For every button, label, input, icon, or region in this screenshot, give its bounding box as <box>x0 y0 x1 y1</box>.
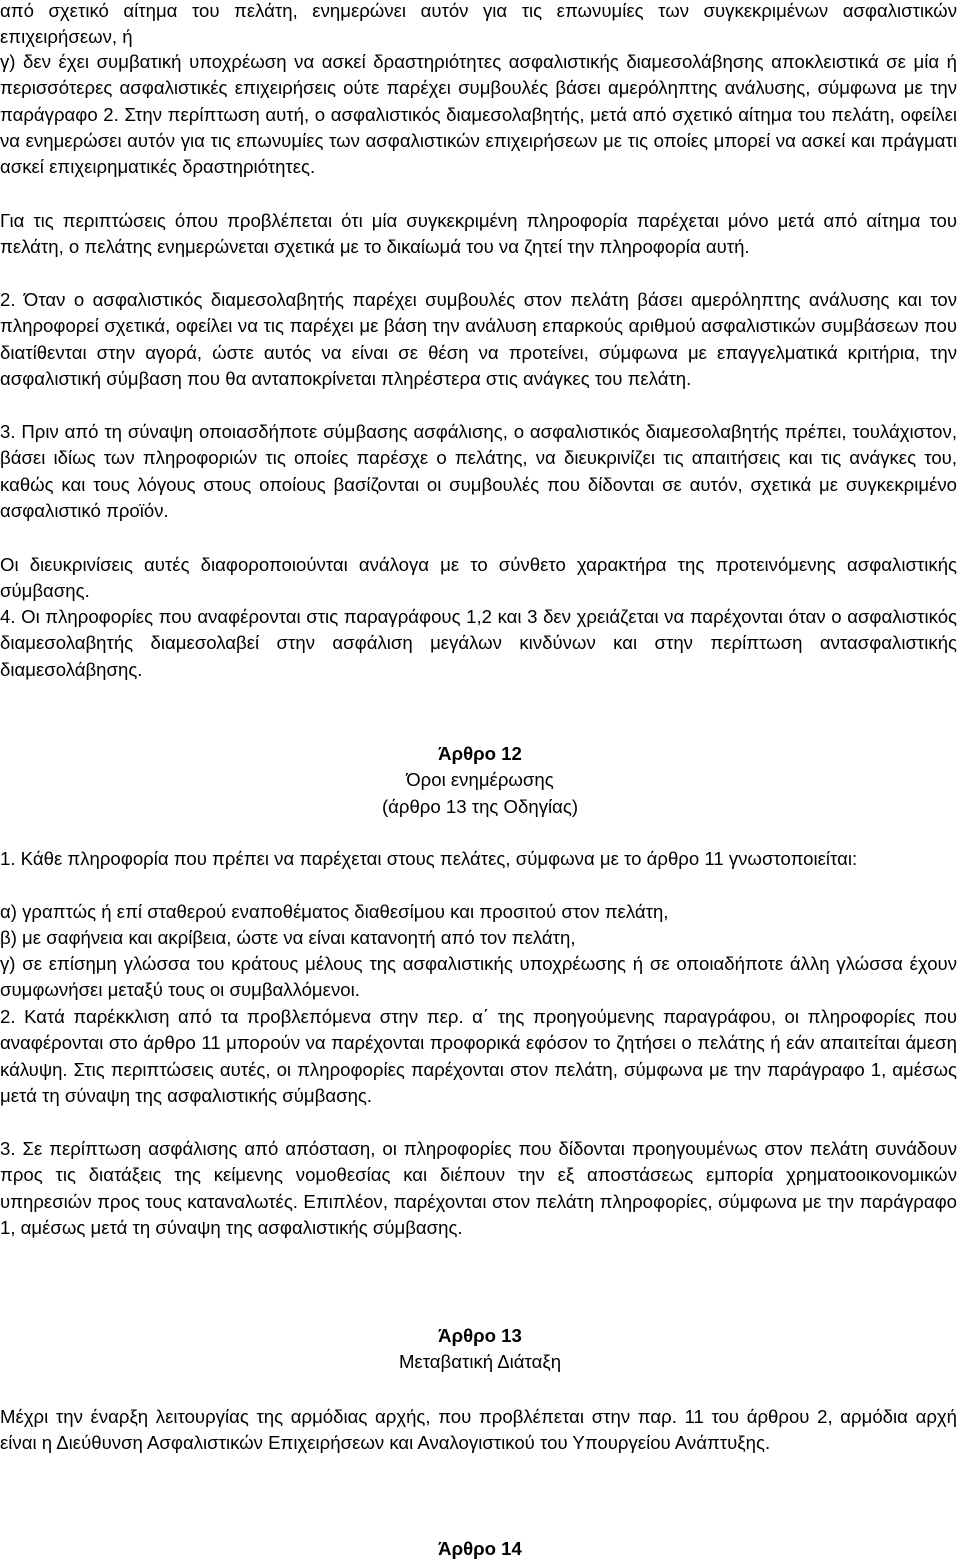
paragraph-on-request: Για τις περιπτώσεις όπου προβλέπεται ότι μία συγκεκριμένη πληροφορία παρέχεται μόνο μετά από αίτημα του πελάτη, ο πελάτης ενημερώνεται σχετικά με το δικαίωμά του να ζητεί την πληροφορία αυτή. <box>0 210 957 258</box>
paragraph-intro: από σχετικό αίτημα του πελάτη, ενημερώνει αυτόν για τις επωνυμίες των συγκεκριμένων ασφαλιστικών επιχειρήσεων, ή <box>0 0 957 48</box>
article-12-paragraph-2: 2. Κατά παρέκκλιση από τα προβλεπόμενα στην περ. α΄ της προηγούμενης παραγράφου, οι πληροφορίες που αναφέρονται στο άρθρο 11 μπορούν να παρέχονται προφορικά εφόσον το ζητήσει ο πελάτης ή εάν απαιτείται άμεση κάλυψη. Στις περιπτώσεις αυτές, οι πληροφορίες παρέχονται στον πελάτη, σύμφωνα με την παράγραφο 1, αμέσως μετά τη σύναψη της ασφαλιστικής σύμβασης. <box>0 1006 957 1106</box>
article-13-heading: Άρθρο 13 <box>438 1325 522 1346</box>
article-12-paragraph-1: 1. Κάθε πληροφορία που πρέπει να παρέχεται στους πελάτες, σύμφωνα με το άρθρο 11 γνωστοποιείται: <box>0 848 858 869</box>
article-12-heading: Άρθρο 12 <box>438 743 522 764</box>
article-12-subtitle: Όροι ενημέρωσης <box>406 769 554 790</box>
paragraph-4: 4. Οι πληροφορίες που αναφέρονται στις παραγράφους 1,2 και 3 δεν χρειάζεται να παρέχονται όταν ο ασφαλιστικός διαμεσολαβητής διαμεσολαβεί στην ασφάλιση μεγάλων κινδύνων και στην περίπτωση αντασφαλιστικής διαμεσολάβησης. <box>0 606 957 680</box>
article-13-subtitle: Μεταβατική Διάταξη <box>398 1351 562 1372</box>
article-12-paragraph-3: 3. Σε περίπτωση ασφάλισης από απόσταση, οι πληροφορίες που δίδονται προηγουμένως στον πελάτη συνάδουν προς τις διατάξεις της κείμενης νομοθεσίας και διέπουν την εξ αποστάσεως εμπορία χρηματοοικονομικών υπηρεσιών προς τους καταναλωτές. Επιπλέον, παρέχονται στον πελάτη πληροφορίες, σύμφωνα με την παράγραφο 1, αμέσως μετά τη σύναψη της ασφαλιστικής σύμβασης. <box>0 1138 957 1238</box>
paragraph-point-c: γ) δεν έχει συμβατική υποχρέωση να ασκεί δραστηριότητες ασφαλιστικής διαμεσολάβησης αποκλειστικά σε μία ή περισσότερες ασφαλιστικές επιχειρήσεις ούτε παρέχει συμβουλές βάσει αμερόληπτης ανάλυσης, σύμφωνα με την παράγραφο 2. Στην περίπτωση αυτή, ο ασφαλιστικός διαμεσολαβητής, μετά από σχετικό αίτημα του πελάτη, οφείλει να ενημερώσει αυτόν για τις επωνυμίες των ασφαλιστικών επιχειρήσεων με τις οποίες μπορεί να ασκεί και πράγματι ασκεί επιχειρηματικές δραστηριότητες. <box>0 51 957 178</box>
paragraph-clarifications: Οι διευκρινίσεις αυτές διαφοροποιούνται ανάλογα με το σύνθετο χαρακτήρα της προτεινόμενης ασφαλιστικής σύμβασης. <box>0 554 957 602</box>
article-12-item-a: α) γραπτώς ή επί σταθερού εναποθέματος διαθεσίμου και προσιτού στον πελάτη, <box>0 901 669 922</box>
article-12-reference: (άρθρο 13 της Οδηγίας) <box>381 796 579 817</box>
paragraph-3: 3. Πριν από τη σύναψη οποιασδήποτε σύμβασης ασφάλισης, ο ασφαλιστικός διαμεσολαβητής πρέπει, τουλάχιστον, βάσει ιδίως των πληροφοριών τις οποίες παρέσχε ο πελάτης, να διευκρινίζει τις απαιτήσεις και τις ανάγκες του, καθώς και τους λόγους στους οποίους βασίζονται οι συμβουλές που δίδονται σε αυτόν, σχετικά με συγκεκριμένο ασφαλιστικό προϊόν. <box>0 421 957 521</box>
article-12-item-b: β) με σαφήνεια και ακρίβεια, ώστε να είναι κατανοητή από τον πελάτη, <box>0 927 576 948</box>
paragraph-2: 2. Όταν ο ασφαλιστικός διαμεσολαβητής παρέχει συμβουλές στον πελάτη βάσει αμερόληπτης ανάλυσης και τον πληροφορεί σχετικά, οφείλει να τις παρέχει με βάση την ανάλυση επαρκούς αριθμού ασφαλιστικών συμβάσεων που διατίθενται στην αγορά, ώστε αυτός να είναι σε θέση να προτείνει, σύμφωνα με επαγγελματικά κριτήρια, την ασφαλιστική σύμβαση που θα ανταποκρίνεται πληρέστερα στις ανάγκες του πελάτη. <box>0 289 957 389</box>
article-12-item-c: γ) σε επίσημη γλώσσα του κράτους μέλους της ασφαλιστικής υποχρέωσης ή σε οποιαδήποτε άλλη γλώσσα έχουν συμφωνήσει μεταξύ τους οι συμβαλλόμενοι. <box>0 953 957 1001</box>
article-14-heading: Άρθρο 14 <box>438 1538 522 1559</box>
article-13-paragraph: Μέχρι την έναρξη λειτουργίας της αρμόδιας αρχής, που προβλέπεται στην παρ. 11 του άρθρου 2, αρμόδια αρχή είναι η Διεύθυνση Ασφαλιστικών Επιχειρήσεων και Αναλογιστικού του Υπουργείου Ανάπτυξης. <box>0 1406 957 1454</box>
